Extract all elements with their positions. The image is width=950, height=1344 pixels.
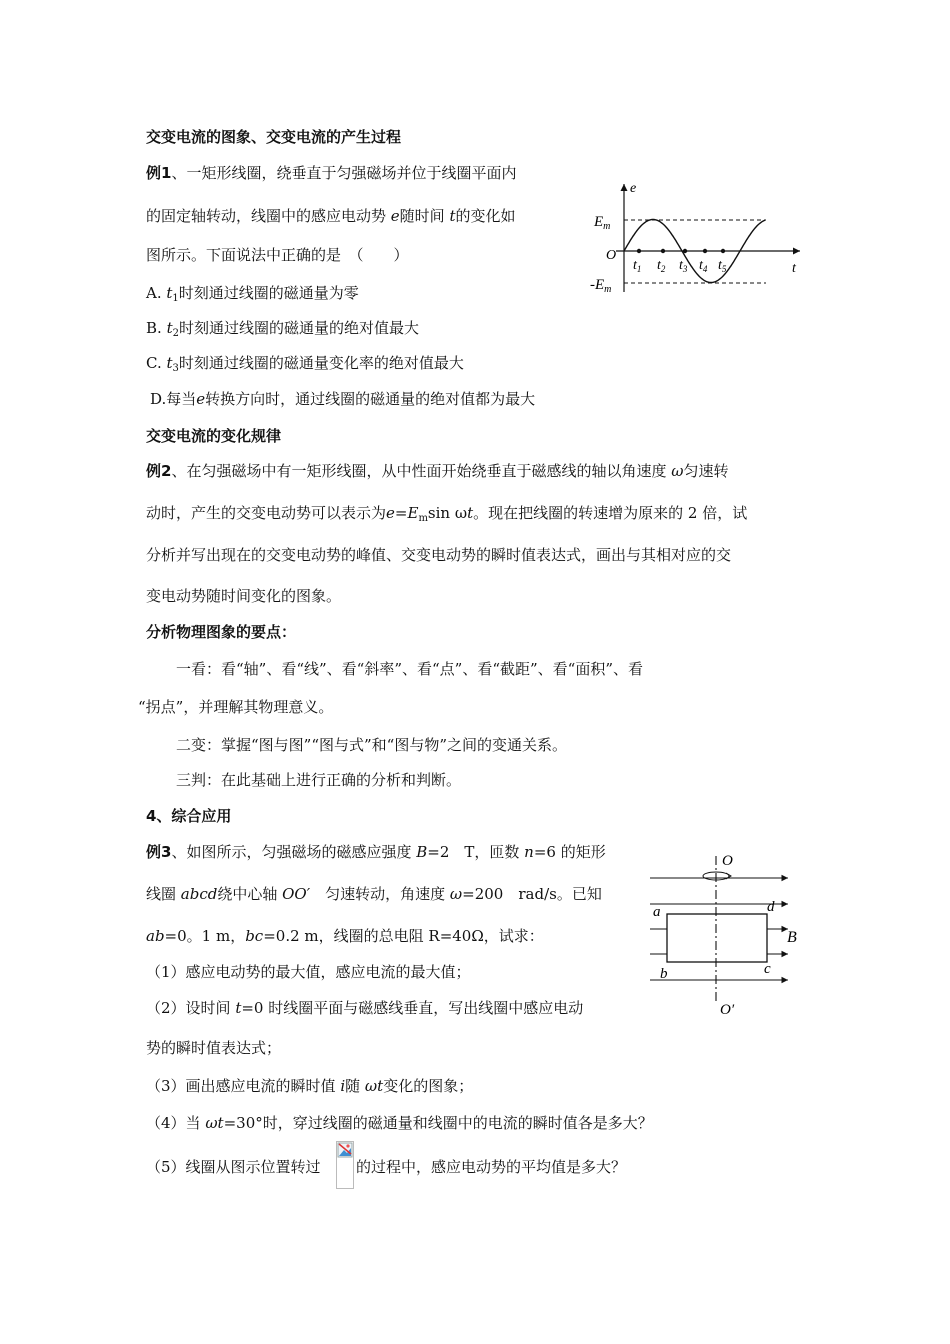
t5-point [721, 249, 725, 253]
example1-option-d: D.每当e转换方向时，通过线圈的磁通量的绝对值都为最大 [150, 390, 536, 408]
analysis-point-3: 三判：在此基础上进行正确的分析和判断。 [176, 771, 462, 789]
t4-point [703, 249, 707, 253]
t3-point [683, 249, 687, 253]
label-c: c [764, 961, 771, 977]
neg-em-label: $-E_m$ [590, 277, 612, 295]
section-title-4: 4、综合应用 [146, 807, 232, 825]
example3-line3: ab=0。1 m，bc=0.2 m，线圈的总电阻 R=40Ω，试求： [146, 927, 544, 945]
question-2: （2）设时间 t=0 时线圈平面与磁感线垂直，写出线圈中感应电动 [146, 999, 584, 1017]
example3-line1: 例3、如图所示，匀强磁场的磁感应强度 B=2 T，匝数 n=6 的矩形 [146, 843, 606, 861]
section-title-2: 交变电流的变化规律 [146, 427, 282, 445]
section-title-1: 交变电流的图象、交变电流的产生过程 [146, 128, 402, 146]
section-title-3: 分析物理图象的要点： [146, 623, 297, 641]
t5-label: $t_5$ [718, 258, 727, 274]
label-a: a [653, 904, 661, 920]
label-b: b [660, 966, 668, 982]
t1-label: $t_1$ [633, 258, 642, 274]
label-d: d [767, 899, 775, 915]
example2-line1: 例2、在匀强磁场中有一矩形线圈，从中性面开始绕垂直于磁感线的轴以角速度 ω匀速转 [146, 462, 729, 480]
example1-line2: 的固定轴转动，线圈中的感应电动势 e随时间 t的变化如 [146, 207, 516, 225]
example1-line1: 例1、一矩形线圈，绕垂直于匀强磁场并位于线圈平面内 [146, 164, 517, 182]
example2-line3: 分析并写出现在的交变电动势的峰值、交变电动势的瞬时值表达式，画出与其相对应的交 [146, 546, 732, 564]
coil-field-diagram [640, 852, 810, 1020]
angle-image-placeholder [336, 1141, 354, 1189]
e-axis-label: e [630, 181, 637, 196]
analysis-point-1a: 一看：看“轴”、看“线”、看“斜率”、看“点”、看“截距”、看“面积”、看 [176, 660, 644, 678]
t1-point [637, 249, 641, 253]
label-O-prime: O′ [720, 1002, 735, 1018]
example3-line2: 线圈 abcd绕中心轴 OO′ 匀速转动，角速度 ω=200 rad/s。已知 [146, 885, 602, 903]
example1-option-a: A. $t_1$时刻通过线圈的磁通量为零 [146, 284, 359, 304]
example2-line4: 变电动势随时间变化的图象。 [146, 587, 342, 605]
t-axis-label: t [792, 261, 796, 276]
label-B: B [787, 929, 797, 946]
example2-line2: 动时，产生的交变电动势可以表示为$e=E_m\sin$ ωt。现在把线圈的转速增为原来的 2 倍，试 [146, 504, 748, 524]
question-4: （4）当 ωt=30°时，穿过线圈的磁通量和线圈中的电流的瞬时值各是多大？ [146, 1114, 653, 1132]
question-3: （3）画出感应电流的瞬时值 i随 ωt变化的图象； [146, 1077, 474, 1095]
example1-option-c: C. $t_3$时刻通过线圈的磁通量变化率的绝对值最大 [146, 354, 464, 374]
t2-label: $t_2$ [657, 258, 666, 274]
t3-label: $t_3$ [679, 258, 688, 274]
em-label: $E_m$ [594, 214, 611, 232]
question-5-end: 的过程中，感应电动势的平均值是多大？ [356, 1158, 627, 1176]
example1-option-b: B. $t_2$时刻通过线圈的磁通量的绝对值最大 [146, 319, 419, 339]
analysis-point-2: 二变：掌握“图与图”“图与式”和“图与物”之间的变通关系。 [176, 736, 568, 754]
origin-label: O [606, 248, 617, 263]
question-1: （1）感应电动势的最大值，感应电流的最大值； [146, 963, 471, 981]
example1-line3: 图所示。下面说法中正确的是 （ ） [146, 246, 409, 264]
broken-image-icon [337, 1142, 353, 1158]
t2-point [661, 249, 665, 253]
coil-abcd [667, 914, 767, 962]
emf-time-graph [588, 176, 810, 300]
label-O: O [722, 853, 733, 869]
t4-label: $t_4$ [699, 258, 708, 274]
analysis-point-1b: “拐点”，并理解其物理意义。 [138, 698, 334, 716]
question-5-start: （5）线圈从图示位置转过 [146, 1158, 321, 1176]
question-2-cont: 势的瞬时值表达式； [146, 1039, 282, 1057]
